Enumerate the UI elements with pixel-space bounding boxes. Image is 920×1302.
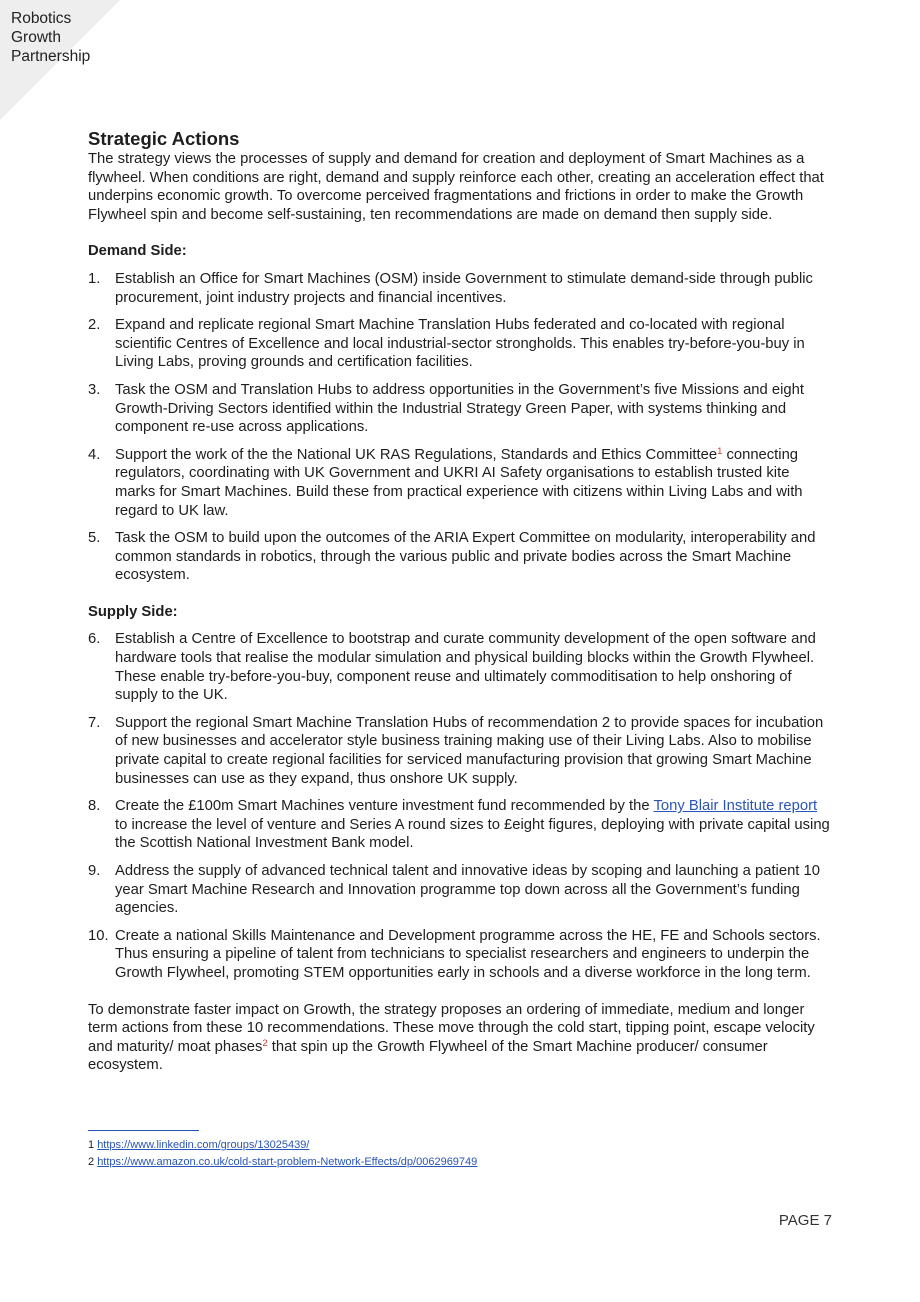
outro-paragraph: [88, 1001, 833, 1075]
list-item: [88, 316, 833, 372]
footnote-link[interactable]: https://www.amazon.co.uk/cold-start-problem-Network-Effects/dp/0062969749: [97, 1156, 478, 1168]
page-number: PAGE 7: [778, 1212, 832, 1229]
item-number: 4.: [88, 446, 101, 463]
item-number: 7.: [88, 714, 101, 731]
section-title: Strategic Actions: [88, 128, 240, 149]
outro-text-part: that spin up the Growth Flywheel of the Smart Machine producer/ consumer ecosystem.: [88, 1038, 768, 1074]
main-content: [88, 128, 833, 1075]
list-item: [88, 927, 833, 983]
footnote-divider: [88, 1130, 199, 1131]
item-text-part: Create the £100m Smart Machines venture investment fund recommended by the: [115, 798, 654, 815]
item-text: Establish a Centre of Excellence to bootstrap and curate community development of the open software and hardware tools that realise the modular simulation and physical building blocks within the Growth Flywheel. These enable try-before-you-buy, component reuse and ultimately commoditisation to help onshoring of supply to the UK.: [115, 631, 816, 704]
outro-text-part: To demonstrate faster impact on Growth, the strategy proposes an ordering of immediate, medium and longer term actions from these 10 recommendations. These move through the cold start, tipping point, escape velocity and maturity/ moat phases: [88, 1001, 815, 1055]
item-text: Establish an Office for Smart Machines (OSM) inside Government to stimulate demand-side through public procurement, joint industry projects and financial incentives.: [115, 270, 813, 306]
list-item: [88, 630, 833, 704]
item-number: 1.: [88, 270, 101, 287]
list-item: [88, 714, 833, 788]
item-text-part: to increase the level of venture and Series A round sizes to £eight figures, deploying with private capital using the Scottish National Investment Bank model.: [115, 816, 830, 852]
item-number: 6.: [88, 631, 101, 648]
item-text-part: connecting regulators, coordinating with UK Government and UKRI AI Safety organisations to establish trusted kite marks for Smart Machines. Build these from practical experience with citizens within Living Labs and with regard to UK law.: [115, 446, 803, 519]
footnote-ref-1[interactable]: 1: [717, 445, 723, 457]
list-item: [88, 381, 833, 437]
demand-list: [88, 270, 833, 585]
footnote-link[interactable]: https://www.linkedin.com/groups/13025439/: [97, 1139, 310, 1151]
footnotes: [88, 1137, 828, 1171]
tony-blair-institute-report-link[interactable]: Tony Blair Institute report: [653, 798, 818, 815]
item-text: Support the regional Smart Machine Translation Hubs of recommendation 2 to provide spaces for incubation of new businesses and accelerator style business training making use of their Living Labs. Also to mobilise private capital to create regional facilities for serviced manufacturing provision that growing Smart Machine businesses can use as they expand, thus onshore UK supply.: [115, 714, 824, 787]
logo-text: Robotics Growth Partnership: [11, 10, 91, 65]
item-number: 8.: [88, 798, 101, 815]
footnote-1: [88, 1137, 828, 1154]
item-text: Create a national Skills Maintenance and Development programme across the HE, FE and Schools sectors. Thus ensuring a pipeline of talent from technicians to specialist researchers and engineers to underpin the Growth Flywheel, promoting STEM opportunities early in schools and a diverse workforce in the long term.: [115, 927, 821, 981]
list-item: [88, 446, 833, 520]
list-item: [88, 270, 833, 307]
footnote-number: 1: [88, 1139, 95, 1151]
item-number: 10.: [88, 927, 109, 944]
item-text: Expand and replicate regional Smart Machine Translation Hubs federated and co-located with regional scientific Centres of Excellence and local industrial-sector strongholds. This enables try-before-you-buy in Living Labs, proving grounds and certification facilities.: [115, 317, 805, 371]
list-item: [88, 529, 833, 585]
intro-paragraph: The strategy views the processes of supply and demand for creation and deployment of Smart Machines as a flywheel. When conditions are right, demand and supply reinforce each other, creating an acceleration effect that underpins economic growth. To overcome perceived fragmentations and frictions in order to make the Growth Flywheel spin and become self-sustaining, ten recommendations are made on demand then supply side.: [88, 151, 824, 223]
item-text: Address the supply of advanced technical talent and innovative ideas by scoping and launching a patient 10 year Smart Machine Research and Innovation programme top down across all the Government’s funding agencies.: [115, 863, 820, 917]
item-text: [115, 446, 833, 520]
item-number: 5.: [88, 530, 101, 547]
item-text: Task the OSM to build upon the outcomes of the ARIA Expert Committee on modularity, interoperability and common standards in robotics, through the various public and private bodies across the Smart Machine ecosystem.: [115, 530, 816, 584]
item-text: [115, 797, 833, 853]
footnote-2: [88, 1154, 828, 1171]
footnote-number: 2: [88, 1156, 95, 1168]
supply-list: [88, 630, 833, 982]
item-number: 3.: [88, 381, 101, 398]
item-number: 2.: [88, 317, 101, 334]
demand-side-heading: Demand Side:: [88, 243, 187, 260]
item-text-part: Support the work of the the National UK RAS Regulations, Standards and Ethics Committee: [115, 446, 718, 463]
supply-side-heading: Supply Side:: [88, 603, 178, 620]
list-item: [88, 797, 833, 853]
footnote-ref-2[interactable]: 2: [262, 1037, 268, 1049]
item-number: 9.: [88, 863, 101, 879]
list-item: [88, 862, 833, 918]
item-text: Task the OSM and Translation Hubs to address opportunities in the Government’s five Missions and eight Growth-Driving Sectors identified within the Industrial Strategy Green Paper, with systems thinking and component re-use across applications.: [115, 381, 804, 436]
